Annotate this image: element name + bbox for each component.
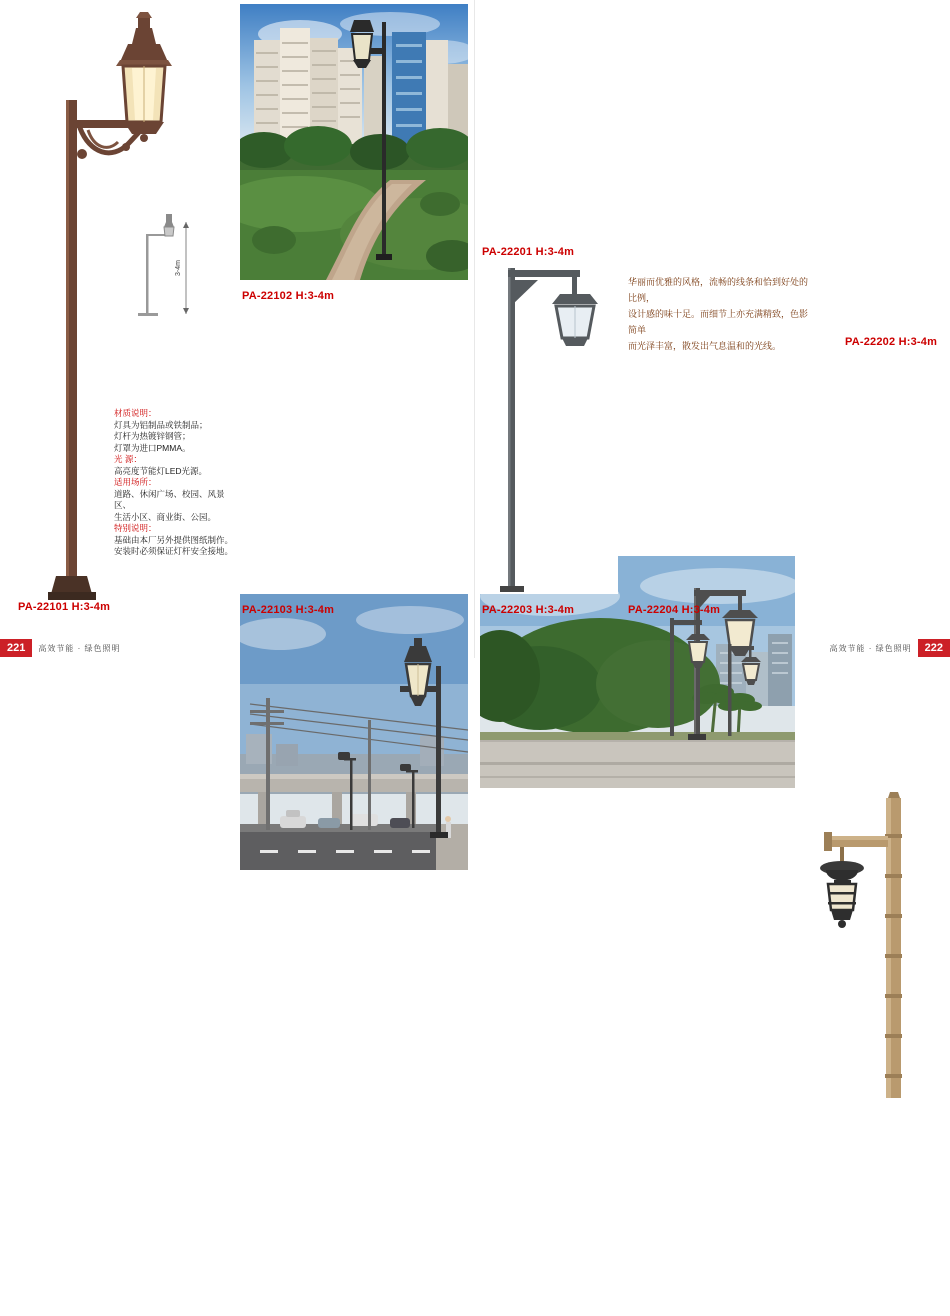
- photo-pa-22202: [804, 788, 946, 1110]
- caption-pa-22201: PA-22201 H:3-4m: [482, 246, 575, 258]
- spec-line-6: 生活小区、商业街、公园。: [114, 511, 217, 522]
- spec-text-block: [114, 408, 234, 558]
- description-line-3: 而光泽丰富，散发出气息温和的光线。: [628, 341, 782, 351]
- caption-pa-22203: PA-22203 H:3-4m: [482, 604, 575, 616]
- caption-pa-22103: PA-22103 H:3-4m: [242, 604, 335, 616]
- description-text-block: [628, 274, 808, 354]
- dimension-diagram: [120, 200, 198, 320]
- description-line-1: 华丽而优雅的风格，流畅的线条和恰到好处的比例，: [628, 277, 809, 303]
- description-line-2: 设计感的味十足。而细节上亦充满精致，色影简单: [628, 309, 809, 335]
- photo-pa-22103: [240, 594, 468, 870]
- spec-line-7: 基础由本厂另外提供图纸制作。: [114, 534, 234, 545]
- spec-line-3: 灯罩为进口PMMA。: [114, 442, 191, 453]
- photo-pa-22203: [480, 258, 618, 594]
- spec-line-1: 灯具为铝制品或铁制品；: [114, 419, 208, 430]
- photo-pa-22102: [240, 4, 468, 280]
- caption-pa-22202: PA-22202 H:3-4m: [845, 336, 938, 348]
- footer-tag-left: 高效节能 · 绿色照明: [38, 643, 121, 653]
- page-number-left: 221: [0, 639, 32, 657]
- caption-pa-22101: PA-22101 H:3-4m: [18, 601, 111, 613]
- spec-source-title: 光 源：: [114, 454, 142, 464]
- caption-pa-22204: PA-22204 H:3-4m: [628, 604, 721, 616]
- svg-text:3-4m: 3-4m: [175, 260, 182, 276]
- page-gutter: [474, 0, 475, 658]
- page-number-right: 222: [918, 639, 950, 657]
- spec-line-8: 安装时必须保证灯杆安全接地。: [114, 546, 234, 556]
- footer-tag-right: 高效节能 · 绿色照明: [829, 643, 912, 653]
- footer-right: [790, 638, 950, 658]
- product-drawing-column: [0, 0, 232, 620]
- spec-material-title: 材质说明：: [114, 408, 157, 418]
- spec-usage-title: 适用场所：: [114, 477, 157, 487]
- spec-note-title: 特别说明：: [114, 523, 157, 533]
- spec-line-2: 灯杆为热镀锌钢管；: [114, 431, 191, 441]
- caption-pa-22102: PA-22102 H:3-4m: [242, 290, 335, 302]
- footer-left: [0, 638, 140, 658]
- spec-line-4: 高亮度节能灯LED光源。: [114, 465, 208, 476]
- spec-line-5: 道路、休闲广场、校园、风景区、: [114, 488, 225, 510]
